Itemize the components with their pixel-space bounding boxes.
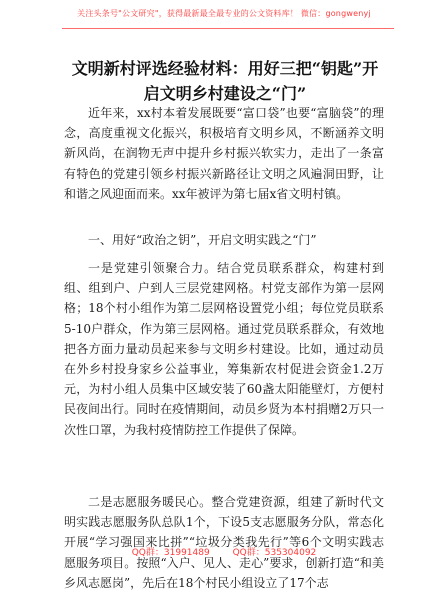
footer xyxy=(0,545,448,558)
section-heading: 一、用好“政治之钥”，开启文明实践之“门” xyxy=(88,233,317,247)
volunteer-paragraph: 二是志愿服务暖民心。整合党建资源，组建了新时代文明实践志愿服务队总队1个，下设5支志愿服务分队，常态化开展“学习强国来比拼”“垃圾分类我先行”等6个文明实践志愿服务项目。按照“入户、见人、走心”要求，创新打造“和美乡风志愿岗”，先后在18个村民小组设立了17个志 xyxy=(64,495,384,590)
header-banner: 关注头条号"公文研究"，获得最新最全最专业的公文资料库！ 微信：gongwenyj xyxy=(77,9,371,18)
footer-qq-group-1: QQ群：31991489 xyxy=(131,548,210,558)
intro-paragraph: 近年来，xx村本着发展既要“富口袋”也要“富脑袋”的理念，高度重视文化振兴，积极培育文明乡风，不断涵养文明新风尚，在润物无声中提升乡村振兴软实力，走出了一条富有特色的党建引领乡村振兴新路径让文明之风遍洞田野，让和谐之风迎面而来。xx年被评为第七届x省文明村镇。 xyxy=(64,106,384,201)
party-building-paragraph: 一是党建引领聚合力。结合党员联系群众，构建村到组、组到户、户到人三层党建网格。村党支部作为第一层网格；18个村小组作为第二层网格设置党小组；每位党员联系5-10户群众，作为第三层网格。通过党员联系群众，有效地把各方面力量动员起来参与文明乡村建设。比如，通过动员在外乡村投身家乡公益事业，筹集新农村促进会资金1.2万元，为村小组人员集中区域安装了60盏太阳能壁灯，方便村民夜间出行。同时在疫情期间，动员乡贤为本村捐赠2万只一次性口罩，为我村疫情防控工作提供了保障。 xyxy=(64,261,384,437)
footer-qq-group-2: QQ群：535304092 xyxy=(232,548,317,558)
header-divider xyxy=(62,28,394,29)
document-title: 文明新村评选经验材料：用好三把“钥匙”开启文明乡村建设之“门” xyxy=(71,59,379,103)
